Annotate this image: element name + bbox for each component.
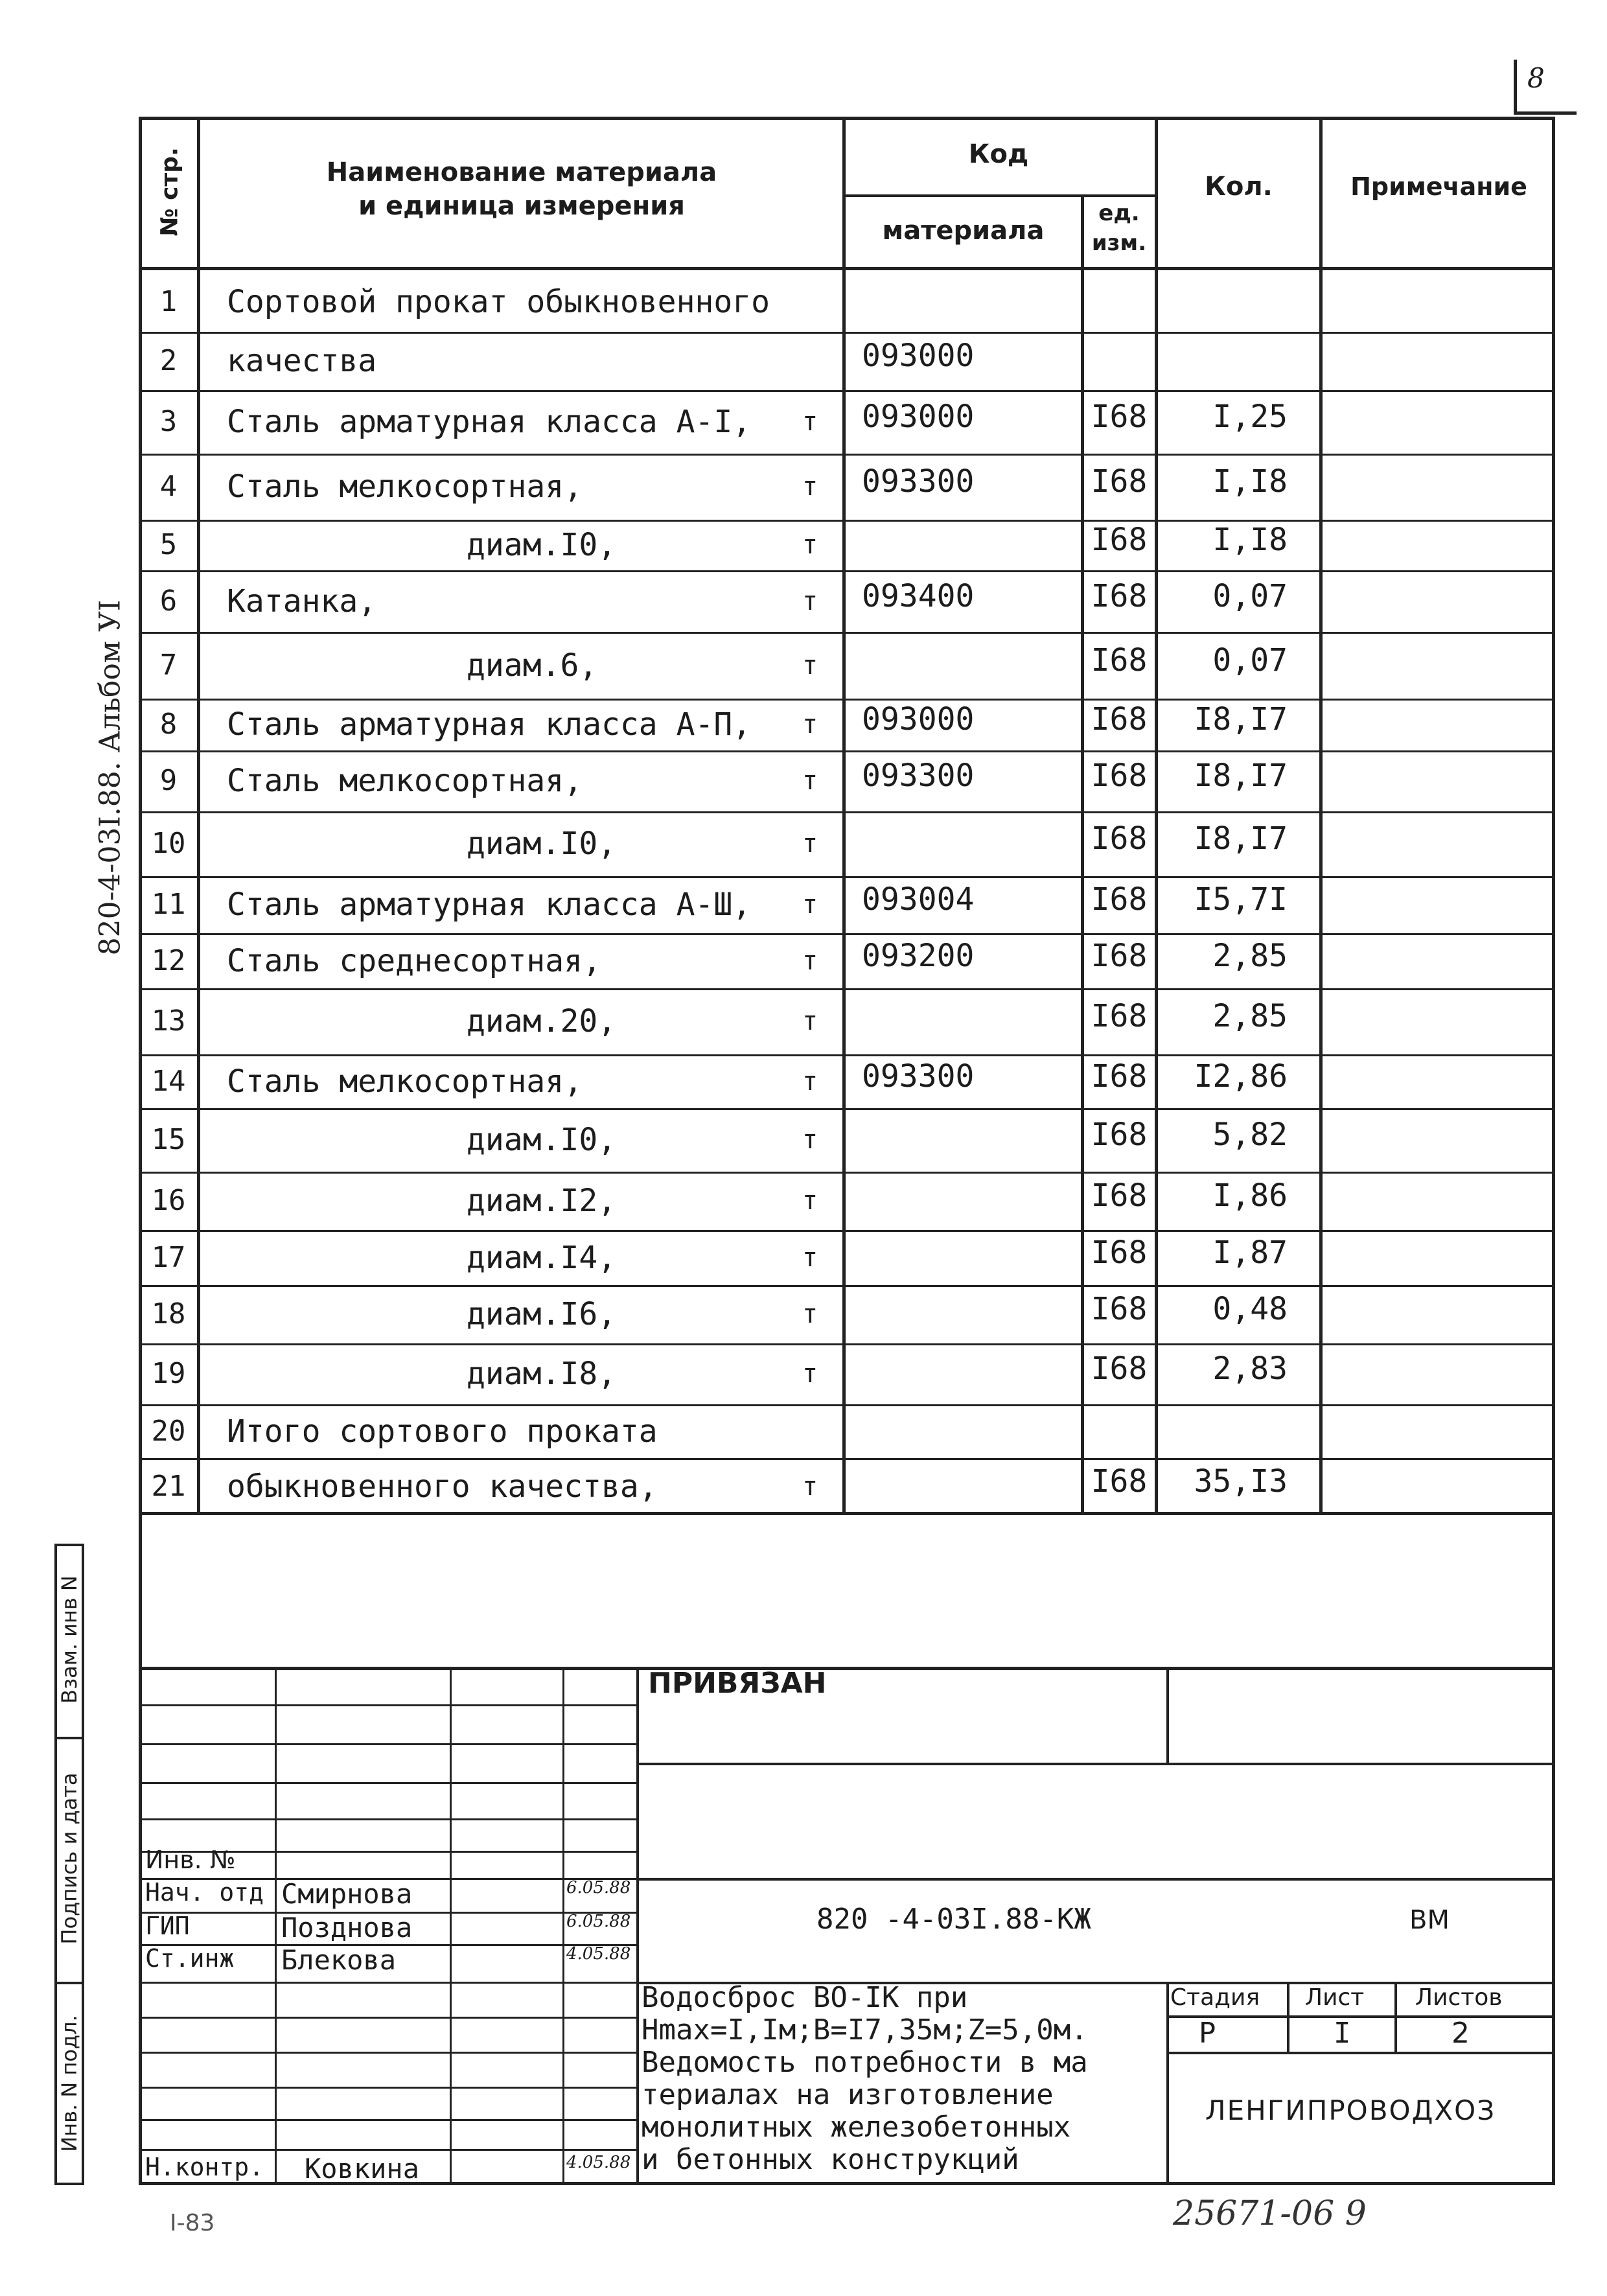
person-role: ГИП <box>145 1912 190 1940</box>
row-number: 11 <box>151 888 186 921</box>
row-number: 15 <box>151 1123 186 1156</box>
divider <box>639 1763 1555 1765</box>
person-name: Позднова <box>281 1912 413 1943</box>
row-number: 1 <box>159 285 178 318</box>
unit-code: I68 <box>1091 820 1148 857</box>
header-row-no: № стр. <box>156 147 183 237</box>
unit-name: т <box>802 1359 818 1389</box>
table-frame <box>139 117 1555 1515</box>
unit-code: I68 <box>1091 758 1148 794</box>
row-divider <box>139 454 1555 456</box>
unit-name: т <box>802 1186 818 1216</box>
quantity: 35,I3 <box>1194 1463 1288 1500</box>
footer-left: I-83 <box>170 2210 215 2236</box>
quantity: I,87 <box>1212 1234 1288 1271</box>
stamp-row-line <box>139 2149 639 2151</box>
footer-right: 25671-06 9 <box>1173 2194 1367 2233</box>
doc-code: 820 -4-03I.88-КЖ <box>816 1903 1091 1936</box>
stage-value: Р <box>1199 2017 1216 2050</box>
material-name: диам.I6, <box>467 1296 617 1332</box>
quantity: I,I8 <box>1212 522 1288 558</box>
stamp-row-line <box>139 2017 639 2019</box>
material-name: диам.I2, <box>467 1183 617 1219</box>
sign-date-label: Подпись и дата <box>57 1772 82 1945</box>
divider <box>54 1982 84 1984</box>
unit-name: т <box>802 530 818 560</box>
quantity: I8,I7 <box>1194 758 1288 794</box>
material-name: диам.I0, <box>467 527 617 563</box>
header-name: Наименование материала и единица измерения <box>326 157 717 221</box>
material-name: Сталь среднесортная, <box>227 942 601 979</box>
unit-code: I68 <box>1091 1177 1148 1214</box>
stamp-row-line <box>139 2087 639 2089</box>
title-line: и бетонных конструкций <box>642 2143 1019 2176</box>
material-code: 093300 <box>862 463 975 500</box>
unit-name: т <box>802 829 818 859</box>
unit-code: I68 <box>1091 399 1148 435</box>
material-name: Итого сортового проката <box>227 1413 658 1450</box>
unit-name: т <box>802 1242 818 1273</box>
stamp-row-line <box>139 1818 639 1820</box>
row-number: 6 <box>159 584 178 618</box>
unit-code: I68 <box>1091 881 1148 918</box>
material-name: Сталь мелкосортная, <box>227 763 583 799</box>
title-line: монолитных железобетонных <box>642 2111 1071 2144</box>
row-divider <box>139 750 1555 752</box>
title-line: Нmax=I,Iм;В=I7,35м;Z=5,0м. <box>642 2013 1088 2047</box>
quantity: 0,48 <box>1212 1291 1288 1327</box>
unit-name: т <box>802 1125 818 1155</box>
row-divider <box>139 933 1555 935</box>
unit-name: т <box>802 1006 818 1036</box>
material-code: 093200 <box>862 937 975 974</box>
material-name: Сталь мелкосортная, <box>227 469 583 505</box>
material-name: диам.I8, <box>467 1356 617 1392</box>
vzam-inv-label: Взам. инв N <box>57 1575 82 1704</box>
material-name: диам.I4, <box>467 1239 617 1276</box>
quantity: 5,82 <box>1212 1117 1288 1153</box>
divider <box>139 267 1555 270</box>
quantity: 2,85 <box>1212 998 1288 1034</box>
material-name: Сталь арматурная класса А-П, <box>227 706 752 743</box>
unit-name: т <box>802 650 818 680</box>
unit-code: I68 <box>1091 1234 1148 1271</box>
divider <box>197 117 200 1515</box>
divider <box>1319 117 1323 1515</box>
row-number: 10 <box>151 827 186 860</box>
unit-code: I68 <box>1091 1351 1148 1387</box>
row-number: 3 <box>159 405 178 438</box>
row-number: 7 <box>159 648 178 682</box>
material-code: 093000 <box>862 701 975 737</box>
divider <box>1166 1982 1169 2185</box>
unit-code: I68 <box>1091 1291 1148 1327</box>
row-divider <box>139 1285 1555 1287</box>
title-line: Ведомость потребности в ма <box>642 2046 1088 2079</box>
quantity: I8,I7 <box>1194 701 1288 737</box>
row-number: 5 <box>159 528 178 561</box>
stamp-row-line <box>139 1982 639 1984</box>
quantity: I,I8 <box>1212 463 1288 500</box>
material-code: 093400 <box>862 577 975 614</box>
unit-name: т <box>802 945 818 976</box>
header-code: Код <box>968 139 1029 169</box>
controller-name: Ковкина <box>305 2153 420 2185</box>
sheet-label: Лист <box>1305 1984 1365 2011</box>
sheets-label: Листов <box>1415 1984 1503 2011</box>
row-number: 19 <box>151 1357 186 1390</box>
row-divider <box>139 811 1555 813</box>
material-code: 093300 <box>862 758 975 794</box>
row-divider <box>139 632 1555 634</box>
doc-title <box>642 1982 1160 2176</box>
divider <box>639 1878 1555 1881</box>
sign-date: 6.05.88 <box>566 1912 631 1931</box>
sheet-number-box <box>1514 60 1577 115</box>
unit-name: т <box>802 472 818 502</box>
unit-code: I68 <box>1091 1463 1148 1500</box>
divider <box>1166 2052 1555 2054</box>
person-role: Нач. отд <box>145 1878 264 1907</box>
row-number: 21 <box>151 1470 186 1503</box>
material-name: Сортовой прокат обыкновенного <box>227 284 770 320</box>
unit-name: т <box>802 890 818 920</box>
material-code: 093300 <box>862 1058 975 1095</box>
row-divider <box>139 1230 1555 1232</box>
stamp-row-line <box>139 1704 639 1706</box>
stamp-row-line <box>139 1782 639 1784</box>
quantity: I,86 <box>1212 1177 1288 1214</box>
row-number: 13 <box>151 1004 186 1038</box>
divider <box>1166 1667 1169 1765</box>
unit-name: т <box>802 1066 818 1096</box>
organization: ЛЕНГИПРОВОДХОЗ <box>1205 2094 1496 2126</box>
row-divider <box>139 332 1555 334</box>
unit-code: I68 <box>1091 998 1148 1034</box>
row-divider <box>139 1458 1555 1460</box>
row-divider <box>139 570 1555 572</box>
privyazan-label: ПРИВЯЗАН <box>648 1667 827 1700</box>
header-note: Примечание <box>1350 172 1527 201</box>
divider <box>842 117 846 1515</box>
title-line: териалах на изготовление <box>642 2078 1054 2111</box>
material-name: Катанка, <box>227 583 377 620</box>
material-code: 093000 <box>862 399 975 435</box>
unit-code: I68 <box>1091 701 1148 737</box>
material-name: обыкновенного качества, <box>227 1468 658 1505</box>
divider <box>1166 2015 1555 2018</box>
album-code: 820-4-03I.88. Альбом УI <box>93 599 127 956</box>
inv-no-label: Инв. № <box>145 1846 236 1874</box>
unit-code: I68 <box>1091 522 1148 558</box>
material-name: диам.I0, <box>467 826 617 862</box>
row-number: 12 <box>151 944 186 977</box>
unit-name: т <box>802 766 818 796</box>
divider <box>54 1737 84 1739</box>
header-material-code: материала <box>882 216 1045 246</box>
person-name: Блекова <box>281 1944 397 1976</box>
sheet-value: I <box>1334 2017 1351 2050</box>
quantity: 2,85 <box>1212 937 1288 974</box>
quantity: I5,7I <box>1194 881 1288 918</box>
material-name: Сталь мелкосортная, <box>227 1063 583 1100</box>
unit-code: I68 <box>1091 1058 1148 1095</box>
row-divider <box>139 699 1555 701</box>
row-divider <box>139 1404 1555 1406</box>
row-divider <box>139 390 1555 392</box>
sheets-value: 2 <box>1451 2017 1470 2050</box>
quantity: 2,83 <box>1212 1351 1288 1387</box>
row-divider <box>139 1054 1555 1056</box>
quantity: I8,I7 <box>1194 820 1288 857</box>
title-line: Водосброс ВО-IК при <box>642 1981 968 2014</box>
material-name: диам.6, <box>467 647 598 684</box>
stamp-row-line <box>139 1743 639 1745</box>
sheet-number: 8 <box>1527 62 1545 94</box>
row-number: 2 <box>159 344 178 377</box>
unit-code: I68 <box>1091 642 1148 678</box>
doc-type: ВМ <box>1409 1905 1450 1935</box>
row-number: 17 <box>151 1240 186 1274</box>
row-divider <box>139 1343 1555 1345</box>
row-number: 16 <box>151 1184 186 1217</box>
unit-name: т <box>802 1299 818 1329</box>
quantity: I,25 <box>1212 399 1288 435</box>
controller-role: Н.контр. <box>145 2153 264 2181</box>
row-divider <box>139 876 1555 878</box>
controller-date: 4.05.88 <box>566 2153 631 2172</box>
unit-code: I68 <box>1091 577 1148 614</box>
material-name: Сталь арматурная класса А-Ш, <box>227 887 752 923</box>
stamp-row-line <box>139 2052 639 2054</box>
row-divider <box>139 988 1555 990</box>
row-divider <box>139 1108 1555 1110</box>
unit-name: т <box>802 710 818 739</box>
material-name: диам.20, <box>467 1003 617 1039</box>
unit-name: т <box>802 1472 818 1502</box>
inv-podl-label: Инв. N подл. <box>57 2015 82 2152</box>
sign-date: 6.05.88 <box>566 1878 631 1897</box>
person-name: Смирнова <box>281 1878 413 1910</box>
quantity: I2,86 <box>1194 1058 1288 1095</box>
sign-date: 4.05.88 <box>566 1944 631 1964</box>
divider <box>842 194 1155 197</box>
quantity: 0,07 <box>1212 577 1288 614</box>
row-number: 18 <box>151 1297 186 1330</box>
stage-label: Стадия <box>1170 1984 1260 2011</box>
divider <box>139 1667 1555 1670</box>
row-number: 9 <box>159 764 178 797</box>
material-code: 093004 <box>862 881 975 918</box>
quantity: 0,07 <box>1212 642 1288 678</box>
unit-code: I68 <box>1091 937 1148 974</box>
row-number: 20 <box>151 1414 186 1448</box>
row-number: 8 <box>159 708 178 741</box>
unit-name: т <box>802 586 818 616</box>
unit-code: I68 <box>1091 1117 1148 1153</box>
unit-code: I68 <box>1091 463 1148 500</box>
material-name: Сталь арматурная класса А-I, <box>227 404 752 440</box>
stamp-row-line <box>139 2119 639 2121</box>
row-divider <box>139 1172 1555 1174</box>
material-name: диам.I0, <box>467 1122 617 1158</box>
person-role: Ст.инж <box>145 1944 235 1973</box>
material-name: качества <box>227 343 377 379</box>
header-unit-code: ед. изм. <box>1091 200 1147 256</box>
unit-name: т <box>802 407 818 437</box>
header-qty: Кол. <box>1205 172 1273 202</box>
row-number: 4 <box>159 470 178 503</box>
row-divider <box>139 520 1555 522</box>
material-code: 093000 <box>862 338 975 374</box>
row-number: 14 <box>151 1064 186 1098</box>
